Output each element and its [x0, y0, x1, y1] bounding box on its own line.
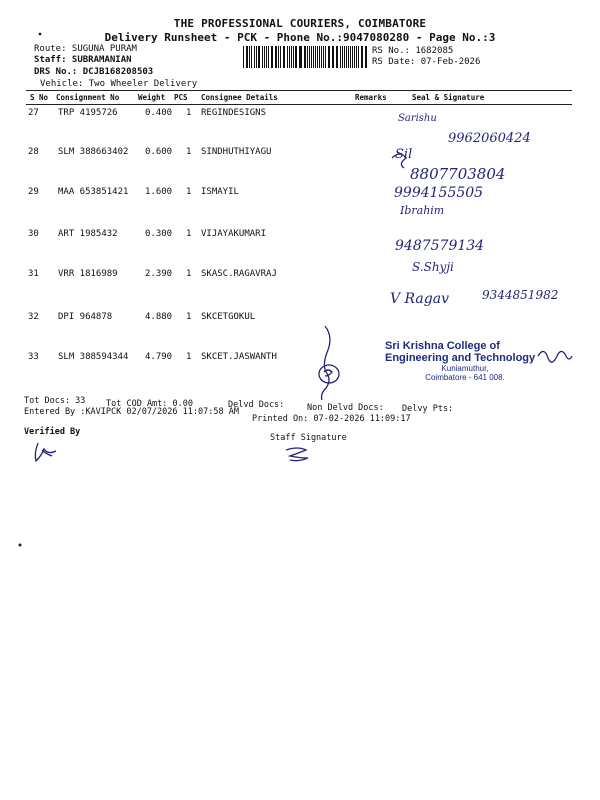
- col-consignee: Consignee Details: [201, 93, 278, 102]
- row-consignment-no: SLM 388663402: [58, 147, 129, 157]
- row-consignee: SKASC.RAGAVRAJ: [201, 269, 277, 279]
- stamp-signature: [538, 351, 572, 362]
- col-seal: Seal & Signature: [412, 93, 485, 102]
- row-weight: 1.600: [145, 187, 173, 197]
- staff-label: Staff: SUBRAMANIAN: [34, 55, 132, 65]
- row-weight: 0.400: [145, 108, 173, 118]
- row-pcs: 1: [186, 352, 192, 362]
- stamp-line-3: Kuniamuthur,: [441, 364, 489, 373]
- rs-number: RS No.: 1682085: [372, 46, 454, 56]
- delivered-docs: Delvd Docs:: [228, 400, 285, 410]
- vehicle-label: Vehicle: Two Wheeler Delivery: [40, 79, 198, 89]
- total-cod: Tot COD Amt: 0.00: [106, 399, 193, 409]
- col-sno: S No: [30, 93, 49, 102]
- entered-by: Entered By :KAVIPCK 02/07/2026 11:07:58 AM: [24, 407, 239, 417]
- row-handwriting-2: 9962060424: [448, 131, 531, 146]
- speck-1: [39, 33, 42, 36]
- row-consignee: SKCET.JASWANTH: [201, 352, 277, 362]
- row-weight: 2.390: [145, 269, 173, 279]
- row-handwriting-1: Sarishu: [398, 113, 437, 124]
- signature-scrawl-28: [392, 154, 406, 168]
- stamp-line-2: Engineering and Technology: [385, 352, 536, 364]
- row-handwriting-1: Sil: [395, 147, 413, 162]
- col-pcs: PCS: [174, 93, 188, 102]
- row-consignment-no: SLM 388594344: [58, 352, 129, 362]
- row-consignee: ISMAYIL: [201, 187, 239, 197]
- row-consignment-no: ART 1985432: [58, 229, 118, 239]
- row-weight: 0.600: [145, 147, 173, 157]
- row-handwriting-2: 8807703804: [410, 165, 506, 183]
- row-consignee: REGINDESIGNS: [201, 108, 267, 118]
- row-weight: 4.790: [145, 352, 173, 362]
- rs-date: RS Date: 07-Feb-2026: [372, 57, 481, 67]
- row-pcs: 1: [186, 229, 192, 239]
- route-label: Route: SUGUNA PURAM: [34, 44, 137, 54]
- verified-signature: [35, 443, 56, 461]
- company-title: THE PROFESSIONAL COURIERS, COIMBATORE: [173, 17, 427, 30]
- row-consignment-no: VRR 1816989: [58, 269, 118, 279]
- printed-on: Printed On: 07-02-2026 11:09:17: [252, 414, 411, 424]
- row-sno: 30: [28, 229, 39, 239]
- row-pcs: 1: [186, 269, 192, 279]
- circle-scribble: [324, 370, 332, 376]
- row-sno: 31: [28, 269, 39, 279]
- col-weight: Weight: [138, 93, 166, 102]
- total-docs: Tot Docs: 33: [24, 396, 86, 406]
- row-weight: 4.880: [145, 312, 173, 322]
- runsheet-subtitle: Delivery Runsheet - PCK - Phone No.:9047080280 - Page No.:3: [104, 31, 496, 44]
- row-sno: 32: [28, 312, 39, 322]
- row-consignee: SINDHUTHIYAGU: [201, 147, 272, 157]
- row-handwriting-1: 9487579134: [395, 238, 485, 254]
- row-pcs: 1: [186, 108, 192, 118]
- row-handwriting-1: V Ragav: [390, 291, 449, 307]
- delivery-points: Delvy Pts:: [402, 404, 454, 414]
- non-delivered-docs: Non Delvd Docs:: [307, 403, 384, 413]
- speck-2: [19, 544, 22, 547]
- stamp-line-4: Coimbatore - 641 008.: [425, 373, 505, 382]
- row-consignment-no: DPI 964878: [58, 312, 113, 322]
- staff-signature-label: Staff Signature: [270, 433, 347, 443]
- row-sno: 29: [28, 187, 39, 197]
- row-handwriting-2: 9344851982: [482, 288, 559, 302]
- bracket-mark: [322, 326, 330, 400]
- row-weight: 0.300: [145, 229, 173, 239]
- row-consignment-no: MAA 653851421: [58, 187, 129, 197]
- stamp-line-1: Sri Krishna College of: [385, 340, 500, 352]
- row-handwriting-1: 9994155505: [394, 185, 484, 201]
- row-consignee: SKCETGOKUL: [201, 312, 256, 322]
- drs-label: DRS No.: DCJB168208503: [34, 67, 154, 77]
- row-pcs: 1: [186, 147, 192, 157]
- row-sno: 27: [28, 108, 39, 118]
- row-consignee: VIJAYAKUMARI: [201, 229, 267, 239]
- col-remarks: Remarks: [355, 93, 387, 102]
- col-consignment: Consignment No: [56, 93, 120, 102]
- staff-signature: [286, 448, 308, 461]
- row-sno: 28: [28, 147, 39, 157]
- row-pcs: 1: [186, 187, 192, 197]
- row-consignment-no: TRP 4195726: [58, 108, 118, 118]
- row-sno: 33: [28, 352, 39, 362]
- verified-by-label: Verified By: [24, 427, 81, 437]
- row-handwriting-2: Ibrahim: [400, 204, 445, 217]
- row-pcs: 1: [186, 312, 192, 322]
- row-handwriting-2: S.Shyji: [412, 260, 454, 274]
